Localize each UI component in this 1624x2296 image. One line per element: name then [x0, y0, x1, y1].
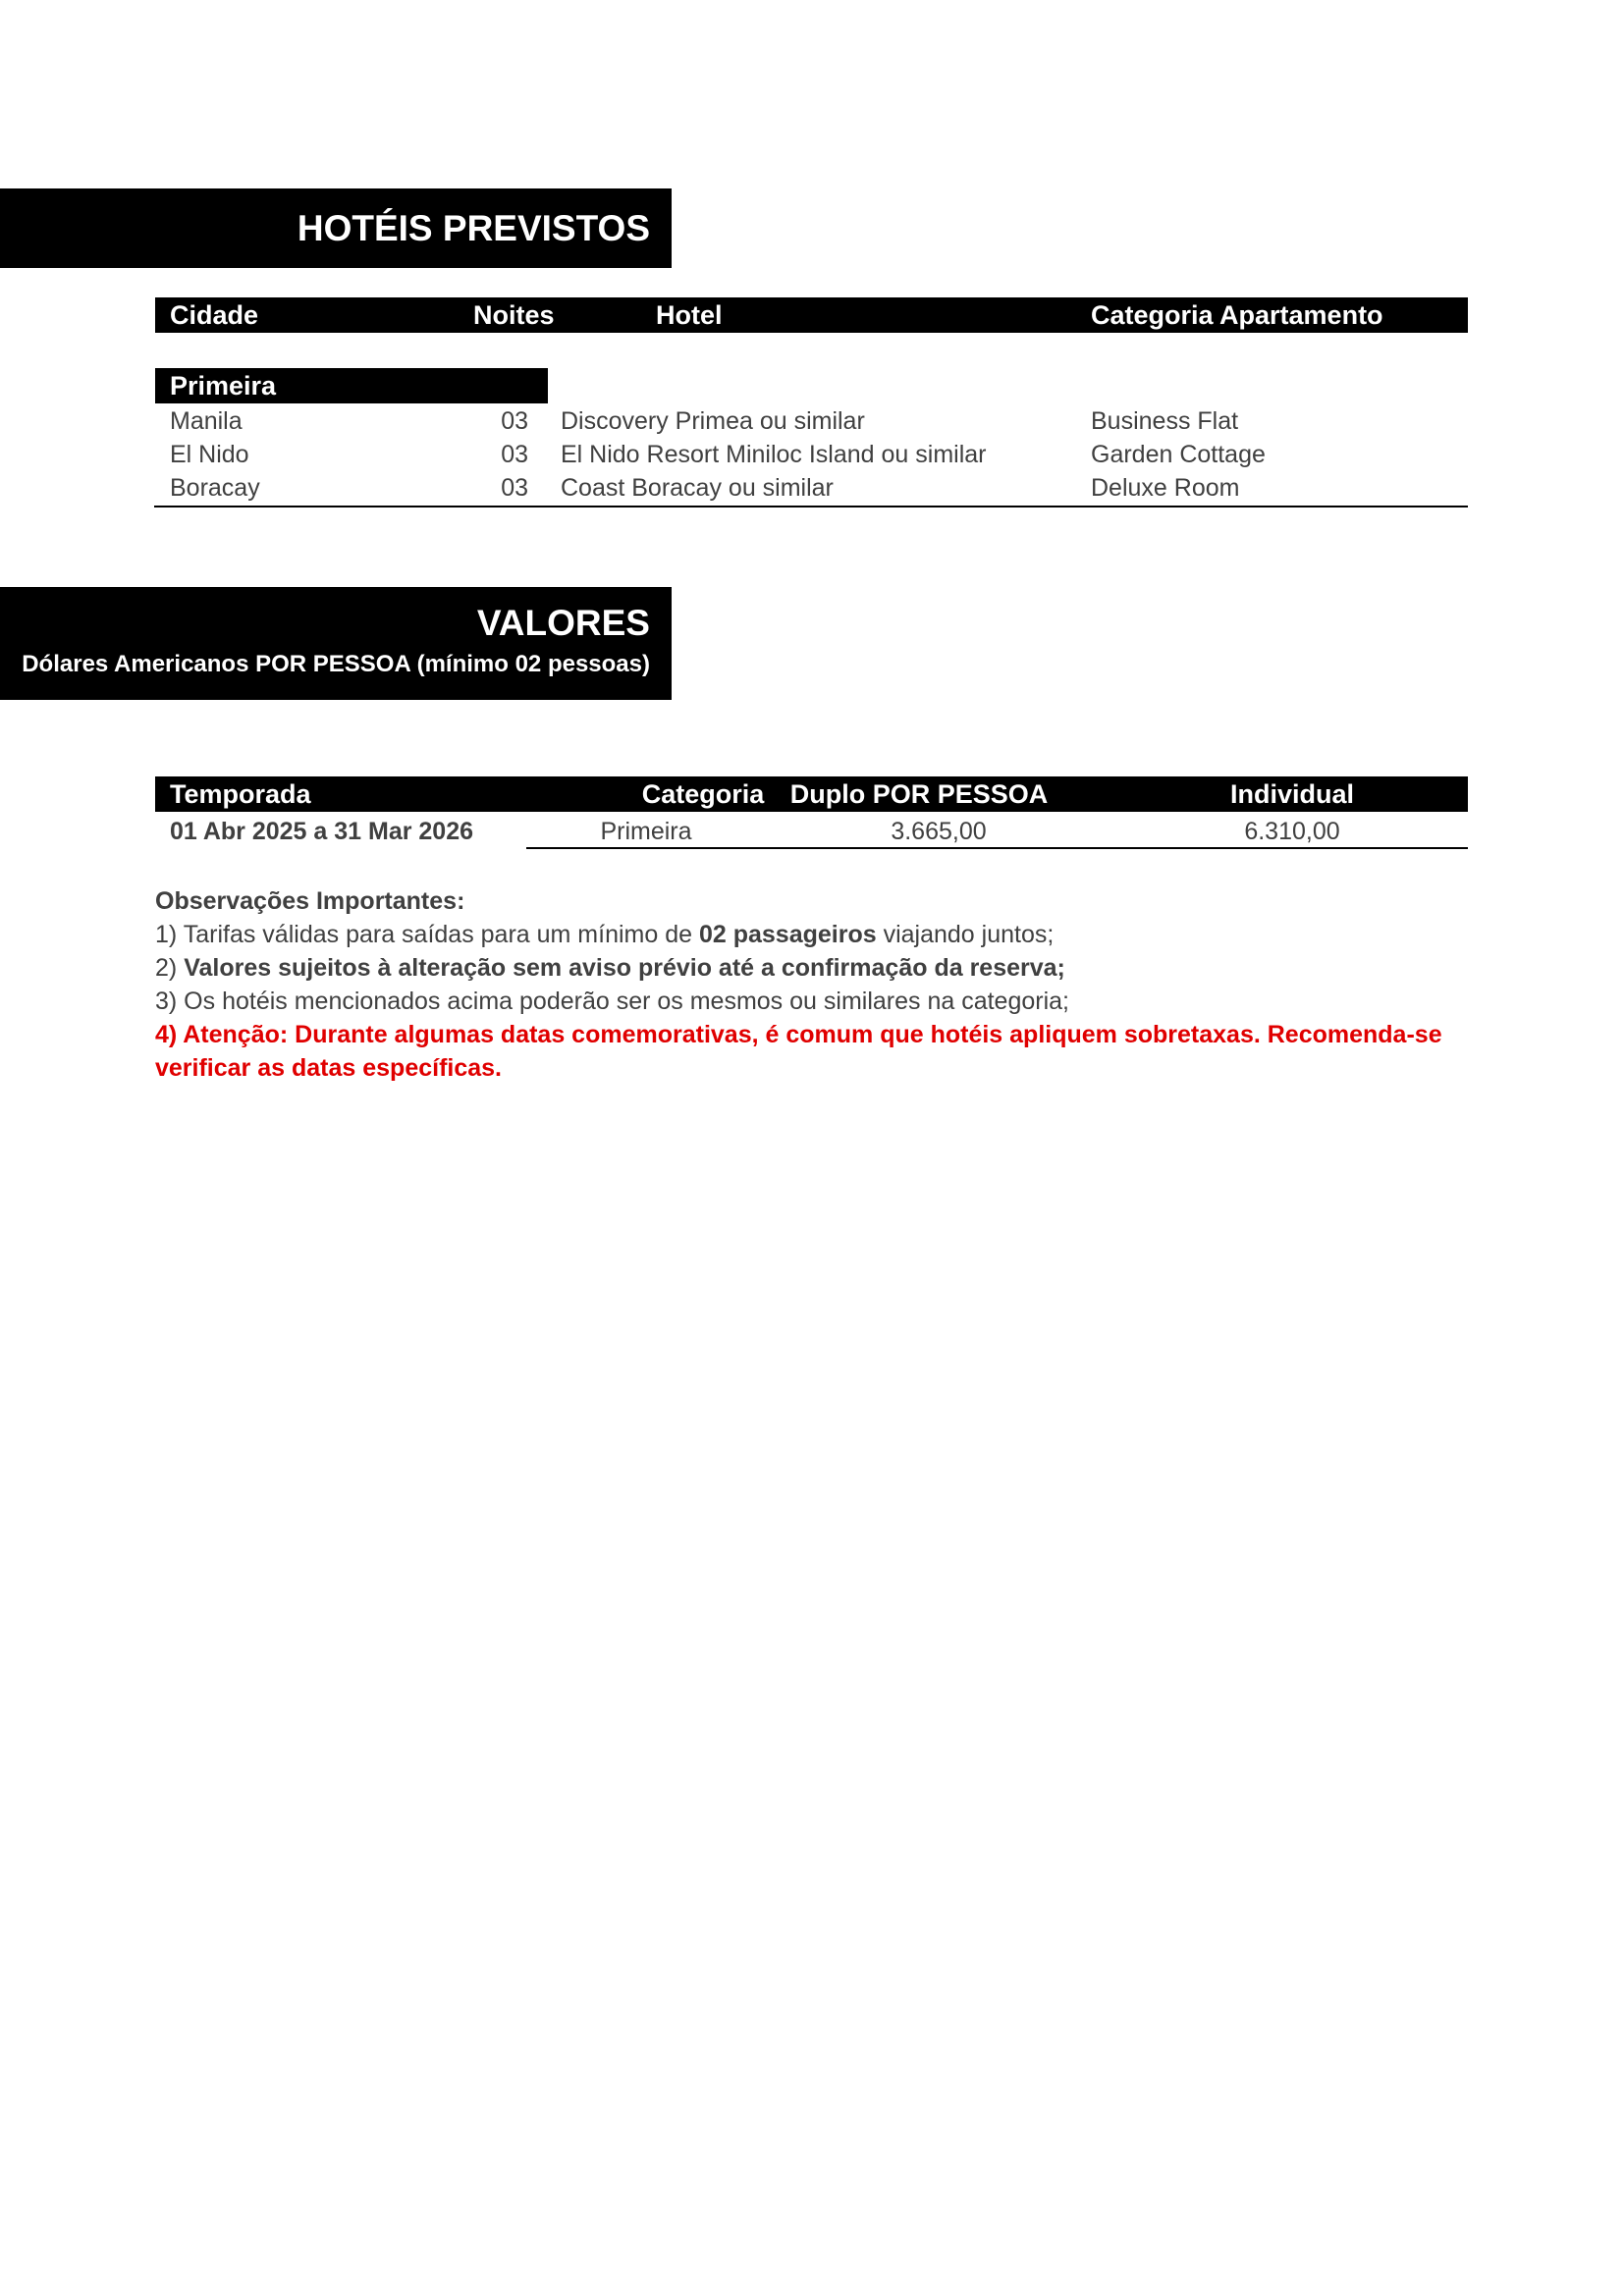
values-row-single: 6.310,00 [1244, 818, 1340, 845]
hotels-table-header [155, 297, 1468, 333]
values-row-category: Primeira [600, 818, 692, 845]
values-row-double: 3.665,00 [891, 818, 987, 845]
row2-hotel: El Nido Resort Miniloc Island ou similar [561, 441, 987, 468]
note-2 [155, 951, 1065, 985]
header-single: Individual [1229, 779, 1354, 809]
row2-room: Garden Cottage [1091, 441, 1266, 468]
values-row-season: 01 Abr 2025 a 31 Mar 2026 [170, 818, 474, 845]
notes-title: Observações Importantes: [155, 887, 465, 915]
row1-hotel: Discovery Primea ou similar [561, 407, 865, 435]
values-section-subtitle: Dólares Americanos POR PESSOA (mínimo 02 pessoas) [22, 651, 650, 677]
header-room-category: Categoria Apartamento [1091, 300, 1383, 330]
values-table-header [155, 776, 1468, 812]
hotels-table-bottom-rule [154, 506, 1468, 507]
row2-nights: 03 [501, 441, 528, 468]
header-season: Temporada [170, 779, 311, 809]
values-section-title: VALORES [476, 603, 650, 643]
header-hotel: Hotel [656, 300, 723, 330]
hotels-section-title: HOTÉIS PREVISTOS [297, 208, 650, 248]
hotels-banner [0, 188, 672, 268]
note-1 [155, 918, 1054, 951]
note-1-bold: 02 passageiros [698, 921, 877, 948]
header-city: Cidade [170, 300, 259, 330]
values-table-bottom-rule [526, 847, 1468, 849]
row3-nights: 03 [501, 474, 528, 502]
row2-city: El Nido [170, 441, 249, 468]
row1-room: Business Flat [1091, 407, 1239, 435]
header-nights: Noites [473, 300, 555, 330]
hotel-group-label: Primeira [170, 371, 277, 400]
header-category: Categoria [641, 779, 765, 809]
hotel-group-header [155, 368, 548, 403]
values-banner [0, 587, 672, 700]
note-2-bold: Valores sujeitos à alteração sem aviso prévio até a confirmação da reserva; [184, 954, 1065, 982]
note-1-tail: viajando juntos; [876, 921, 1055, 948]
row1-city: Manila [170, 407, 243, 435]
note-3: 3) Os hotéis mencionados acima poderão ser os mesmos ou similares na categoria; [155, 988, 1069, 1015]
row3-room: Deluxe Room [1091, 474, 1240, 502]
row3-city: Boracay [170, 474, 260, 502]
row1-nights: 03 [501, 407, 528, 435]
row3-hotel: Coast Boracay ou similar [561, 474, 834, 502]
header-double: Duplo POR PESSOA [789, 779, 1049, 809]
note-4-line1: 4) Atenção: Durante algumas datas comemorativas, é comum que hotéis apliquem sobretaxas. Recomenda-se [155, 1021, 1442, 1048]
note-1-text: 1) Tarifas válidas para saídas para um mínimo de [155, 921, 699, 948]
note-4-line2: verificar as datas específicas. [155, 1054, 503, 1082]
note-2-text: 2) [155, 954, 185, 982]
